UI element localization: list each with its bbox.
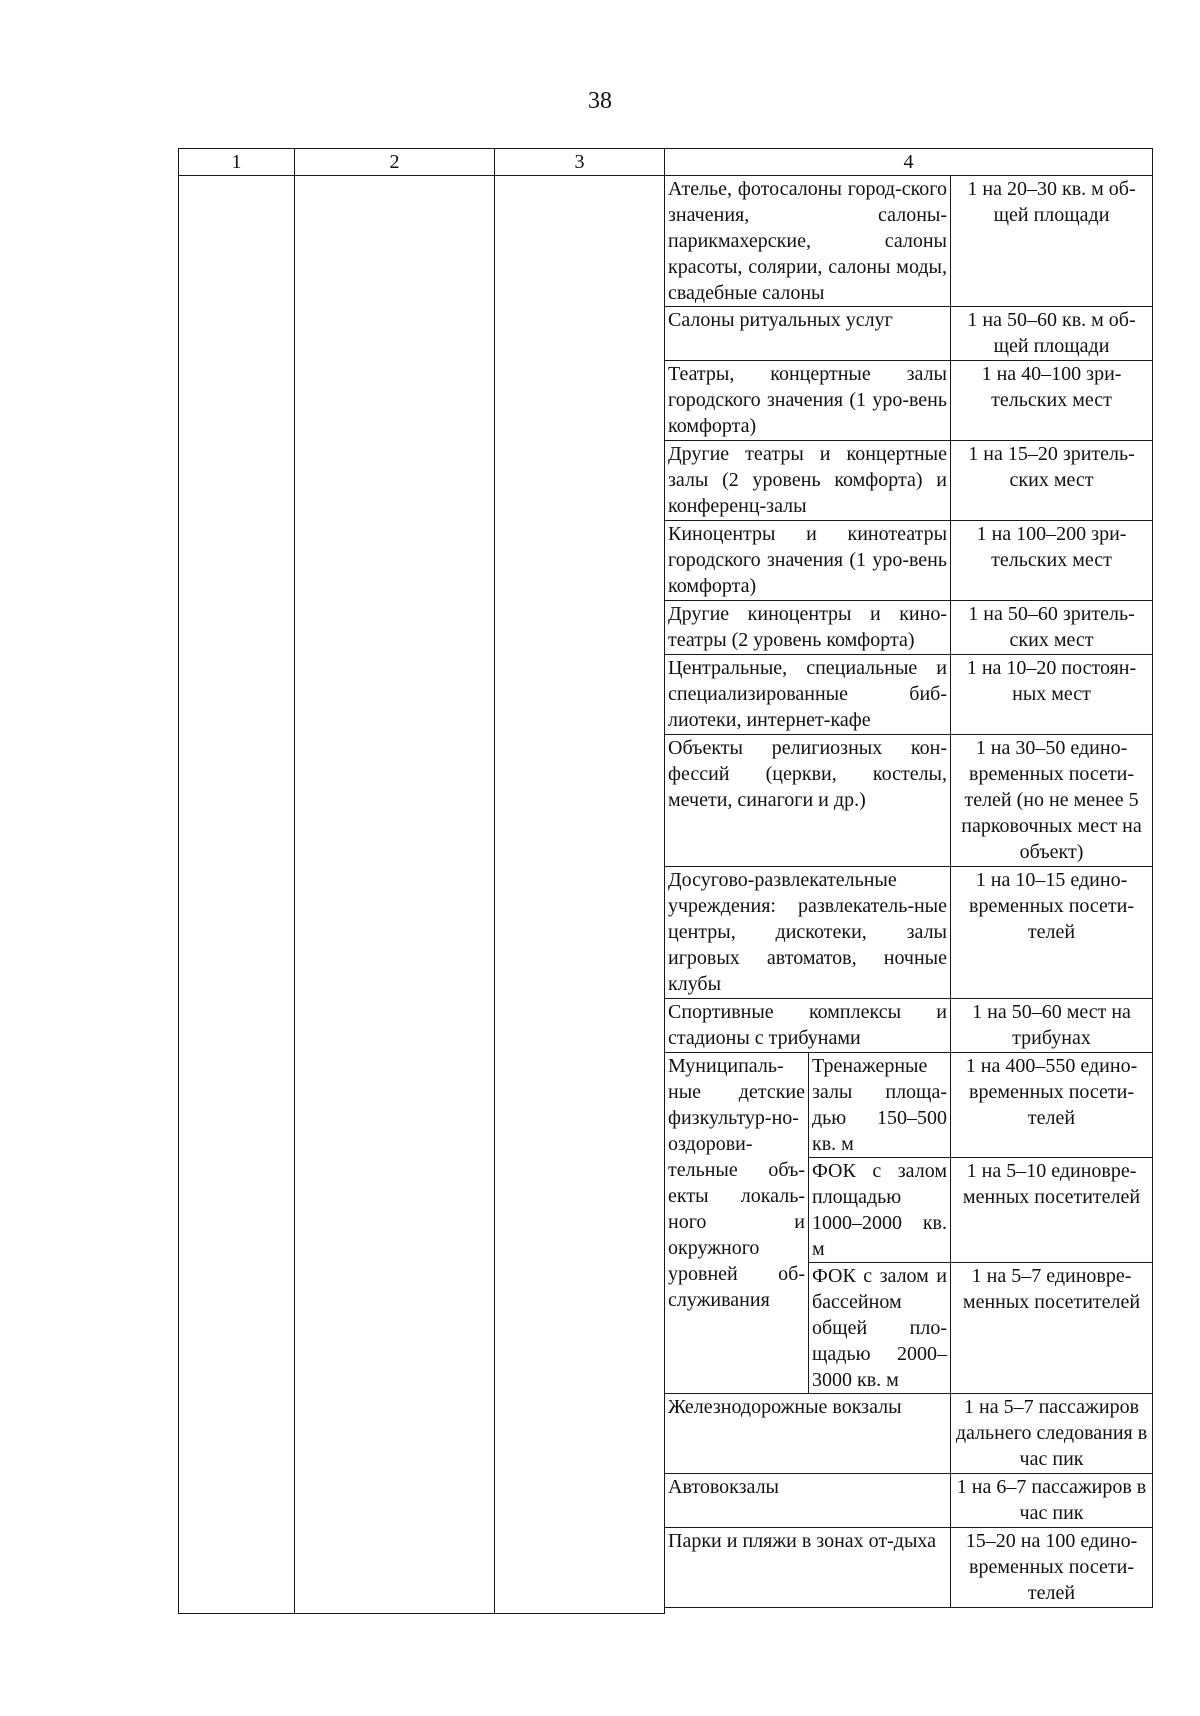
object-name: Автовокзалы (665, 1474, 951, 1528)
object-name: Салоны ритуальных услуг (665, 307, 951, 361)
parking-norm: 1 на 5–7 пассажиров дальнего следования в час пик (951, 1394, 1153, 1474)
object-name: Центральные, специальные и специализированные биб-лиотеки, интернет-кафе (665, 655, 951, 735)
parking-norm: 1 на 15–20 зритель-ских мест (951, 441, 1153, 521)
parking-norm: 1 на 50–60 зритель-ских мест (951, 601, 1153, 655)
header-col-4: 4 (665, 149, 1153, 176)
object-name: Досугово-развлекательные учреждения: развлекатель-ные центры, дискотеки, залы игровых автоматов, ночные клубы (665, 867, 951, 999)
header-col-2: 2 (295, 149, 495, 176)
object-name: Другие театры и концертные залы (2 уровень комфорта) и конференц-залы (665, 441, 951, 521)
parking-norm: 1 на 40–100 зри-тельских мест (951, 361, 1153, 441)
object-name: Театры, концертные залы городского значения (1 уро-вень комфорта) (665, 361, 951, 441)
header-col-3: 3 (495, 149, 665, 176)
parking-norm: 1 на 5–10 единовре-менных посетителей (951, 1158, 1153, 1263)
parking-norm: 1 на 100–200 зри-тельских мест (951, 521, 1153, 601)
parking-norms-table (178, 148, 1153, 1614)
object-name: Ателье, фотосалоны город-ского значения, салоны-парикмахерские, салоны красоты, солярии, салоны моды, свадебные салоны (665, 176, 951, 307)
parking-norm: 1 на 50–60 мест на трибунах (951, 999, 1153, 1053)
object-name: Спортивные комплексы и стадионы с трибунами (665, 999, 951, 1053)
empty-cell-col-3 (495, 176, 665, 1614)
parking-norm: 1 на 10–15 едино-временных посети-телей (951, 867, 1153, 999)
parking-norm: 1 на 30–50 едино-временных посети-телей (но не менее 5 парковочных мест на объект) (951, 735, 1153, 867)
parking-norm: 1 на 400–550 едино-временных посети-телей (951, 1053, 1153, 1158)
parking-norm: 1 на 5–7 единовре-менных посетителей (951, 1263, 1153, 1394)
table-header-row (179, 149, 1153, 176)
object-name: Объекты религиозных кон-фессий (церкви, костелы, мечети, синагоги и др.) (665, 735, 951, 867)
object-name: Другие киноцентры и кино-театры (2 уровень комфорта) (665, 601, 951, 655)
object-name: Парки и пляжи в зонах от-дыха (665, 1528, 951, 1608)
parking-norm: 15–20 на 100 едино-временных посети-телей (951, 1528, 1153, 1608)
table-row (179, 176, 1153, 307)
parking-norm: 1 на 10–20 постоян-ных мест (951, 655, 1153, 735)
parking-norm: 1 на 20–30 кв. м об-щей площади (951, 176, 1153, 307)
page-number: 38 (588, 88, 612, 114)
object-name: Киноцентры и кинотеатры городского значения (1 уро-вень комфорта) (665, 521, 951, 601)
sport-group-name: Муниципаль-ные детские физкультур-но-оздорови-тельные объ-екты локаль-ного и окружного уровней об-служивания (665, 1053, 809, 1394)
sport-item-name: ФОК с залом и бассейном общей пло-щадью 2000–3000 кв. м (809, 1263, 951, 1394)
parking-norm: 1 на 50–60 кв. м об-щей площади (951, 307, 1153, 361)
sport-item-name: Тренажерные залы площа-дью 150–500 кв. м (809, 1053, 951, 1158)
header-col-1: 1 (179, 149, 295, 176)
parking-norm: 1 на 6–7 пассажиров в час пик (951, 1474, 1153, 1528)
empty-cell-col-1 (179, 176, 295, 1614)
object-name: Железнодорожные вокзалы (665, 1394, 951, 1474)
empty-cell-col-2 (295, 176, 495, 1614)
sport-item-name: ФОК с залом площадью 1000–2000 кв. м (809, 1158, 951, 1263)
